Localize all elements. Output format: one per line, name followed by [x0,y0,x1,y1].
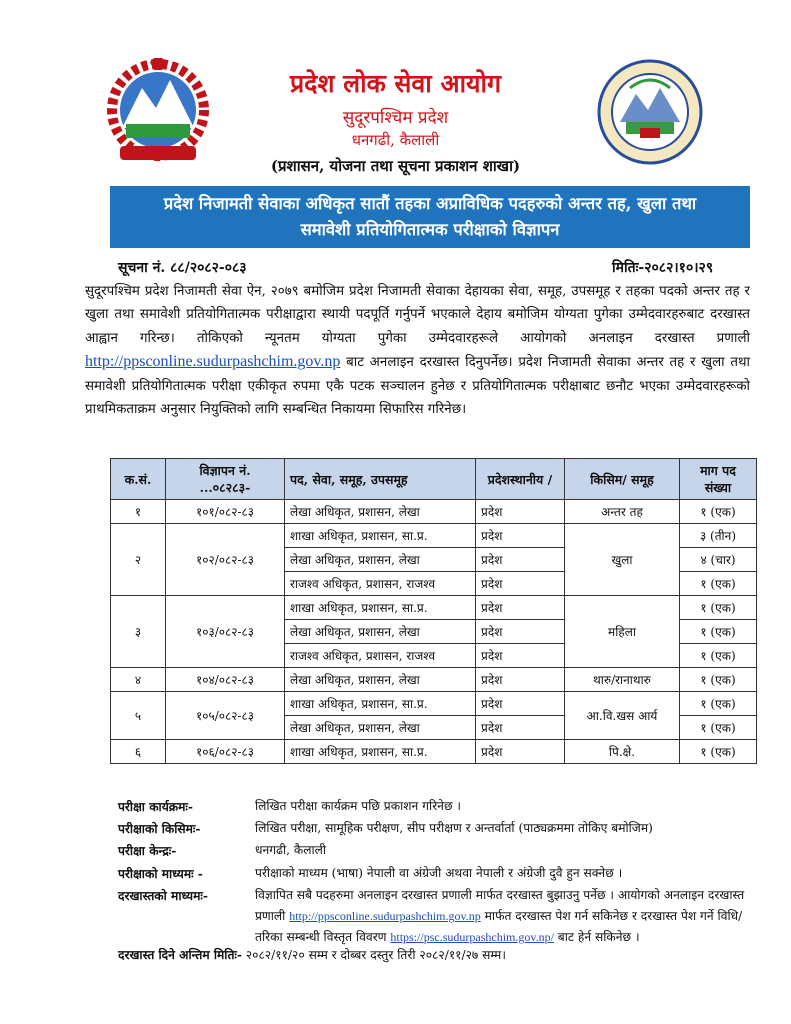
cell-count: १ (एक) [680,740,757,764]
cell-count: ४ (चार) [680,548,757,572]
col-type: किसिम/ समूह [565,459,680,500]
cell-ad-no: १०६/०८२-८३ [166,740,285,764]
cell-level: प्रदेश [476,692,565,716]
application-text-2: मार्फत दरखास्त पेश गर्न सकिनेछ र दरखास्त पेश गर्ने विधि/तरिका सम्बन्धी विस्तृत विवरण [255,909,743,944]
cell-count: १ (एक) [680,620,757,644]
cell-post: लेखा अधिकृत, प्रशासन, लेखा [285,620,476,644]
col-level: प्रदेशस्थानीय / [476,459,565,500]
col-sn: क.सं. [111,459,166,500]
banner-line-2: समावेशी प्रतियोगितात्मक परीक्षाको विज्ञापन [300,220,560,239]
cell-count: ३ (तीन) [680,524,757,548]
cell-level: प्रदेश [476,644,565,668]
col-ad-no [166,459,285,500]
deadline-value: २०८२/११/२० सम्म र दोब्बर दस्तुर तिरी २०८२/११/२७ सम्म। [245,948,506,962]
cell-sn: २ [111,524,166,596]
cell-post: लेखा अधिकृत, प्रशासन, लेखा [285,500,476,524]
cell-type: महिला [565,596,680,668]
online-application-link[interactable]: http://ppsconline.sudurpashchim.gov.np [85,353,341,371]
cell-level: प्रदेश [476,740,565,764]
table-body [111,500,757,764]
table-row [111,668,757,692]
col-count: माग पद संख्या [680,459,757,500]
exam-type-value: लिखित परीक्षा, सामूहिक परीक्षण, सीप परीक्षण र अन्तर्वार्ता (पाठ्यक्रममा तोकिए बमोजिम) [255,821,653,835]
cell-type: थारु/रानाथारु [565,668,680,692]
psc-website-link[interactable]: https://psc.sudurpashchim.gov.np/ [390,930,554,944]
application-medium-value [255,885,755,948]
cell-type: अन्तर तह [565,500,680,524]
cell-post: शाखा अधिकृत, प्रशासन, सा.प्र. [285,692,476,716]
cell-level: प्रदेश [476,596,565,620]
application-text-3: बाट हेर्न सकिनेछ । [557,930,640,944]
cell-level: प्रदेश [476,668,565,692]
col-ad-no-line1: विज्ञापन नं. [199,463,251,478]
cell-level: प्रदेश [476,716,565,740]
cell-level: प्रदेश [476,548,565,572]
cell-post: लेखा अधिकृत, प्रशासन, लेखा [285,668,476,692]
notice-number: सूचना नं. ८८/२०८२-०८३ [118,260,247,276]
cell-post: शाखा अधिकृत, प्रशासन, सा.प्र. [285,596,476,620]
cell-count: १ (एक) [680,668,757,692]
table-row [111,740,757,764]
col-ad-no-line2: ...०८२८३- [199,480,251,495]
exam-type-label: परीक्षाको किसिमः- [118,822,201,836]
intro-text-1: सुदूरपश्चिम प्रदेश निजामती सेवा ऐन, २०७९ बमोजिम प्रदेश निजामती सेवाका देहायका सेवा, समूह, उपसमूह र तहका पदको अन्तर तह र खुला तथा समावेशी प्रतियोगितात्मक परीक्षाद्वारा स्थायी पदपूर्ति गर्नुपर्ने भएकाले देहाय बमोजिम योग्यता पुगेका उम्मेदवारहरुबाट दरखास्त आह्वान गरिन्छ। तोकिएको न्यूनतम योग्यता पुगेका उम्मेदवारहरूले आयोगको अनलाइन दरखास्त प्रणाली [85,284,750,346]
intro-text-2: बाट अनलाइन दरखास्त दिनुपर्नेछ। प्रदेश निजामती सेवाका अन्तर तह र खुला तथा समावेशी प्रतियोगितात्मक परीक्षा एकीकृत रुपमा एकै पटक सञ्चालन हुनेछ र प्रतियोगितात्मक परीक्षाबाट छनौट भएका उम्मेदवारहरूको प्राथमिकताक्रम अनुसार नियुक्तिको लागि सम्बन्धित निकायमा सिफारिस गरिनेछ। [85,355,750,418]
cell-ad-no: १०३/०८२-८३ [166,596,285,668]
cell-count: १ (एक) [680,500,757,524]
vacancy-table [110,458,757,764]
cell-post: राजश्व अधिकृत, प्रशासन, राजश्व [285,572,476,596]
cell-count: १ (एक) [680,716,757,740]
banner-line-1: प्रदेश निजामती सेवाका अधिकृत सातौं तहका अप्राविधिक पदहरुको अन्तर तह, खुला तथा [163,194,697,213]
cell-sn: १ [111,500,166,524]
cell-level: प्रदेश [476,500,565,524]
cell-post: राजश्व अधिकृत, प्रशासन, राजश्व [285,644,476,668]
cell-type: आ.वि.खस आर्य [565,692,680,740]
cell-level: प्रदेश [476,572,565,596]
application-medium-label: दरखास्तको माध्यमः- [118,889,208,903]
branch-name: (प्रशासन, योजना तथा सूचना प्रकाशन शाखा) [270,157,521,175]
exam-center-label: परीक्षा केन्द्रः- [118,844,177,858]
cell-sn: ६ [111,740,166,764]
notice-date: मितिः-२०८२।१०।२९ [612,260,714,276]
cell-sn: ४ [111,668,166,692]
cell-ad-no: १०२/०८२-८३ [166,524,285,596]
deadline-line [118,946,758,965]
cell-sn: ३ [111,596,166,668]
table-row [111,524,757,548]
cell-type: पि.क्षे. [565,740,680,764]
cell-sn: ५ [111,692,166,740]
table-row [111,500,757,524]
cell-ad-no: १०५/०८२-८३ [166,692,285,740]
page-title: प्रदेश लोक सेवा आयोग [289,69,502,98]
cell-count: १ (एक) [680,572,757,596]
cell-post: शाखा अधिकृत, प्रशासन, सा.प्र. [285,524,476,548]
cell-count: १ (एक) [680,596,757,620]
cell-post: लेखा अधिकृत, प्रशासन, लेखा [285,716,476,740]
table-header-row [111,459,757,500]
cell-count: १ (एक) [680,692,757,716]
notice-banner [110,186,750,248]
cell-ad-no: १०१/०८२-८३ [166,500,285,524]
exam-schedule-value: लिखित परीक्षा कार्यक्रम पछि प्रकाशन गरिनेछ । [255,799,461,813]
table-row [111,596,757,620]
office-location: धनगढी, कैलाली [351,131,440,149]
cell-count: १ (एक) [680,644,757,668]
province-name: सुदूरपश्चिम प्रदेश [342,108,449,128]
cell-ad-no: १०४/०८२-८३ [166,668,285,692]
col-post: पद, सेवा, समूह, उपसमूह [285,459,476,500]
exam-schedule-label: परीक्षा कार्यक्रमः- [118,800,193,814]
cell-type: खुला [565,524,680,596]
cell-level: प्रदेश [476,524,565,548]
intro-paragraph [85,280,750,421]
cell-level: प्रदेश [476,620,565,644]
cell-post: लेखा अधिकृत, प्रशासन, लेखा [285,548,476,572]
exam-center-value: धनगढी, कैलाली [255,843,327,857]
deadline-label: दरखास्त दिने अन्तिम मितिः- [118,948,242,962]
application-text-1: विज्ञापित सबै पदहरुमा अनलाइन दरखास्त प्रणाली मार्फत दरखास्त बुझाउनु पर्नेछ । आयोगको अनलाइन दरखास्त प्रणाली [255,888,745,923]
exam-medium-value: परीक्षाको माध्यम (भाषा) नेपाली वा अंग्रेजी अथवा नेपाली र अंग्रेजी दुवै हुन सक्नेछ । [255,866,623,880]
online-application-link-2[interactable]: http://ppsconline.sudurpashchim.gov.np [289,909,481,923]
cell-post: शाखा अधिकृत, प्रशासन, सा.प्र. [285,740,476,764]
exam-medium-label: परीक्षाको माध्यमः - [118,867,203,881]
table-row [111,692,757,716]
